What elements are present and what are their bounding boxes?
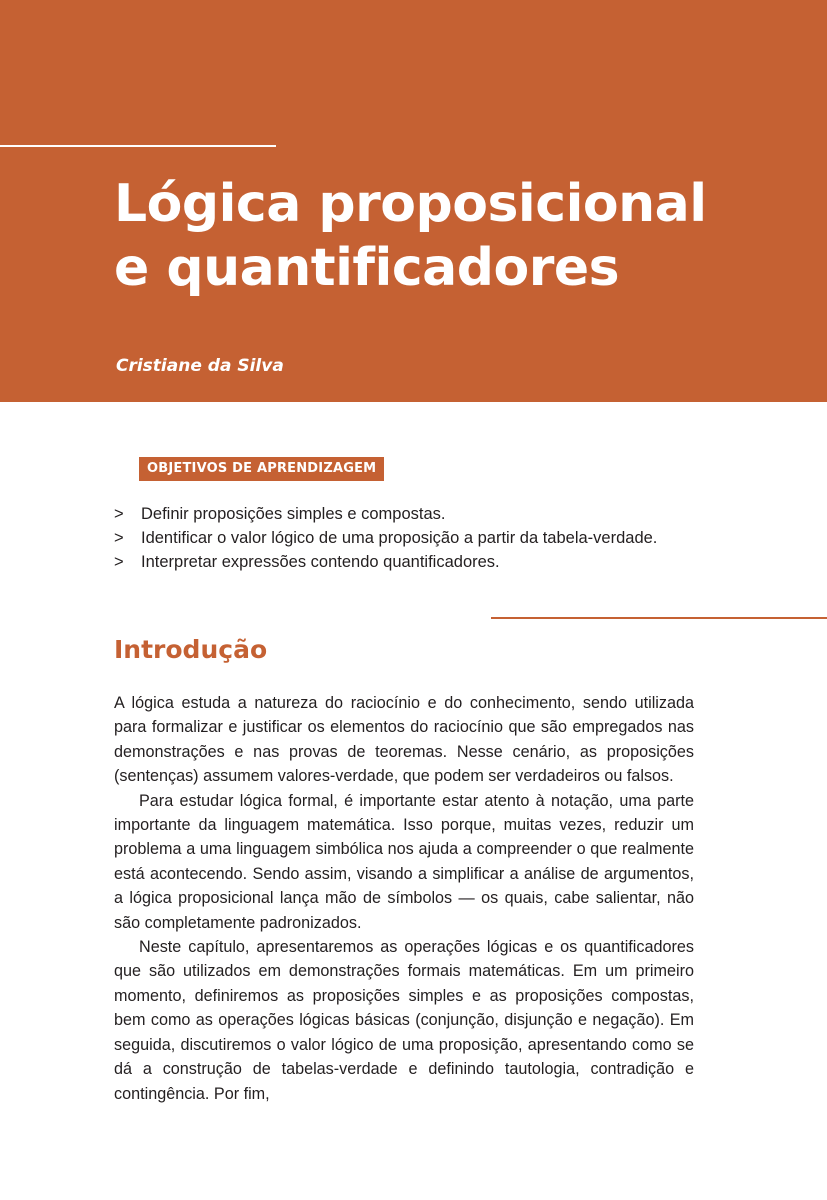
objective-text: Definir proposições simples e compostas.	[141, 505, 446, 523]
chevron-right-icon: >	[114, 505, 124, 523]
chapter-title	[114, 172, 794, 300]
chapter-title-line-1: Lógica proposicional	[114, 174, 707, 234]
paragraph: Neste capítulo, apresentaremos as operações lógicas e os quantificadores que são utilizados em demonstrações formais matemáticas. Em um primeiro momento, definiremos as proposições simples e as proposições compostas, bem como as operações lógicas básicas (conjunção, disjunção e negação). Em seguida, discutiremos o valor lógico de uma proposição, apresentando como se dá a construção de tabelas-verdade e definindo tautologia, contradição e contingência. Por fim,	[114, 938, 694, 1103]
paragraph: A lógica estuda a natureza do raciocínio e do conhecimento, sendo utilizada para formalizar e justificar os elementos do raciocínio que são empregados nas demonstrações e nas provas de teoremas. Nesse cenário, as proposições (sentenças) assumem valores-verdade, que podem ser verdadeiros ou falsos.	[114, 694, 694, 786]
objective-item	[114, 502, 657, 526]
objectives-list	[114, 502, 657, 574]
chevron-right-icon: >	[114, 529, 124, 547]
introduction-body	[114, 691, 694, 1106]
chevron-right-icon: >	[114, 553, 124, 571]
objective-text: Interpretar expressões contendo quantificadores.	[141, 553, 500, 571]
header-divider	[0, 145, 276, 147]
objective-text: Identificar o valor lógico de uma proposição a partir da tabela-verdade.	[141, 529, 658, 547]
paragraph: Para estudar lógica formal, é importante estar atento à notação, uma parte importante da linguagem matemática. Isso porque, muitas vezes, reduzir um problema a uma linguagem simbólica nos ajuda a compreender o que realmente está acontecendo. Sendo assim, visando a simplificar a análise de argumentos, a lógica proposicional lança mão de símbolos — os quais, cabe salientar, não são completamente padronizados.	[114, 791, 694, 932]
objective-item	[114, 550, 657, 574]
objective-item	[114, 526, 657, 550]
chapter-title-line-2: e quantificadores	[114, 238, 620, 298]
section-heading: Introdução	[114, 635, 268, 664]
author-name: Cristiane da Silva	[116, 356, 284, 376]
section-divider	[491, 617, 827, 619]
objectives-label: OBJETIVOS DE APRENDIZAGEM	[139, 457, 384, 481]
chapter-header	[0, 0, 827, 402]
